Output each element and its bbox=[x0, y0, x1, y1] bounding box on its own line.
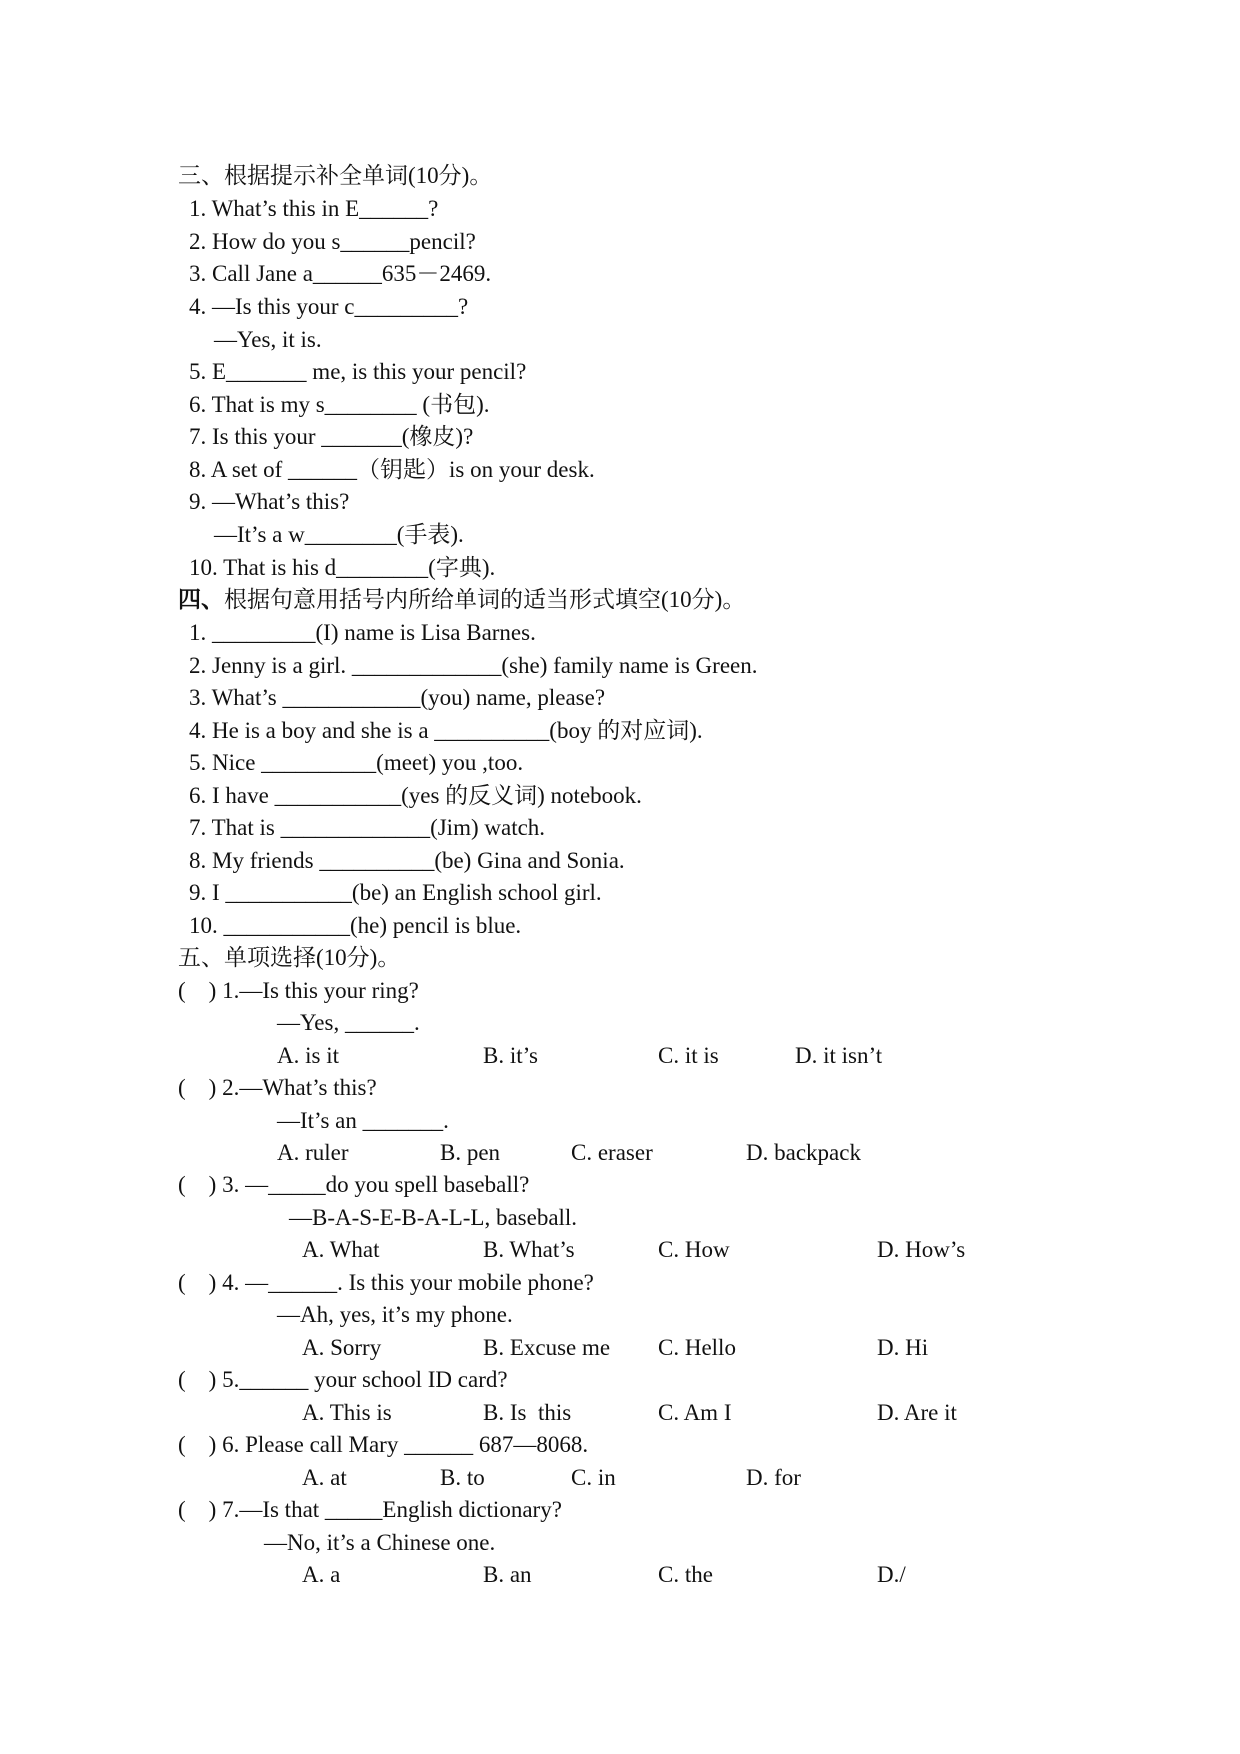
q6-option-d: D. for bbox=[746, 1465, 801, 1490]
q4-option-b: B. Excuse me bbox=[483, 1335, 611, 1360]
q1-stem: ( ) 1.—Is this your ring? bbox=[178, 978, 419, 1003]
q7-option-c: C. the bbox=[658, 1562, 713, 1587]
q4-stem: ( ) 4. —______. Is this your mobile phone? bbox=[178, 1270, 594, 1295]
s3-line-4-reply: —Yes, it is. bbox=[214, 327, 322, 352]
s3-line-2: 2. How do you s______pencil? bbox=[189, 229, 476, 254]
q6-stem: ( ) 6. Please call Mary ______ 687—8068. bbox=[178, 1432, 589, 1457]
q1-option-b: B. it’s bbox=[483, 1043, 538, 1068]
s4-line-5: 5. Nice __________(meet) you ,too. bbox=[189, 750, 524, 775]
s4-line-6: 6. I have ___________(yes 的反义词) notebook. bbox=[189, 783, 642, 808]
q1-option-a: A. is it bbox=[277, 1043, 339, 1068]
q1-reply: —Yes, ______. bbox=[277, 1010, 420, 1035]
q4-reply: —Ah, yes, it’s my phone. bbox=[277, 1302, 513, 1327]
s3-line-9-reply: —It’s a w________(手表). bbox=[214, 522, 464, 547]
q6-option-b: B. to bbox=[440, 1465, 485, 1490]
q3-option-d: D. How’s bbox=[877, 1237, 966, 1262]
s3-line-8: 8. A set of ______（钥匙）is on your desk. bbox=[189, 457, 595, 482]
s3-line-10: 10. That is his d________(字典). bbox=[189, 555, 496, 580]
s4-line-8: 8. My friends __________(be) Gina and Sonia. bbox=[189, 848, 625, 873]
q6-option-c: C. in bbox=[571, 1465, 616, 1490]
s4-line-4: 4. He is a boy and she is a __________(boy 的对应词). bbox=[189, 718, 703, 743]
q3-reply: —B-A-S-E-B-A-L-L, baseball. bbox=[289, 1205, 578, 1230]
s3-line-3: 3. Call Jane a______635－2469. bbox=[189, 261, 492, 286]
q3-option-c: C. How bbox=[658, 1237, 730, 1262]
q1-option-d: D. it isn’t bbox=[795, 1043, 883, 1068]
s4-line-2: 2. Jenny is a girl. _____________(she) family name is Green. bbox=[189, 653, 758, 678]
s4-line-10: 10. ___________(he) pencil is blue. bbox=[189, 913, 522, 938]
q5-stem: ( ) 5.______ your school ID card? bbox=[178, 1367, 508, 1392]
section3-heading: 三、根据提示补全单词(10分)。 bbox=[178, 163, 493, 188]
q4-option-d: D. Hi bbox=[877, 1335, 929, 1360]
section4-heading bbox=[178, 585, 745, 615]
s3-line-1: 1. What’s this in E______? bbox=[189, 196, 439, 221]
s4-line-9: 9. I ___________(be) an English school girl. bbox=[189, 880, 602, 905]
q7-reply: —No, it’s a Chinese one. bbox=[264, 1530, 496, 1555]
q7-option-a: A. a bbox=[302, 1562, 341, 1587]
q5-option-d: D. Are it bbox=[877, 1400, 957, 1425]
section5-heading: 五、单项选择(10分)。 bbox=[178, 945, 401, 970]
q7-stem: ( ) 7.—Is that _____English dictionary? bbox=[178, 1497, 562, 1522]
s4-line-3: 3. What’s ____________(you) name, please? bbox=[189, 685, 606, 710]
q3-option-a: A. What bbox=[302, 1237, 380, 1262]
s3-line-6: 6. That is my s________ (书包). bbox=[189, 392, 490, 417]
q1-option-c: C. it is bbox=[658, 1043, 719, 1068]
s3-line-9: 9. —What’s this? bbox=[189, 489, 350, 514]
section4-heading-number: 四、 bbox=[178, 587, 224, 612]
q3-option-b: B. What’s bbox=[483, 1237, 575, 1262]
q5-option-c: C. Am I bbox=[658, 1400, 732, 1425]
q5-option-a: A. This is bbox=[302, 1400, 392, 1425]
q4-option-a: A. Sorry bbox=[302, 1335, 382, 1360]
q2-option-d: D. backpack bbox=[746, 1140, 861, 1165]
s3-line-5: 5. E_______ me, is this your pencil? bbox=[189, 359, 527, 384]
q2-option-b: B. pen bbox=[440, 1140, 501, 1165]
section4-heading-text: 根据句意用括号内所给单词的适当形式填空(10分)。 bbox=[224, 587, 746, 612]
q3-stem: ( ) 3. —_____do you spell baseball? bbox=[178, 1172, 530, 1197]
s4-line-1: 1. _________(I) name is Lisa Barnes. bbox=[189, 620, 536, 645]
q2-option-a: A. ruler bbox=[277, 1140, 349, 1165]
q2-option-c: C. eraser bbox=[571, 1140, 653, 1165]
q5-option-b: B. Is this bbox=[483, 1400, 572, 1425]
q4-option-c: C. Hello bbox=[658, 1335, 736, 1360]
q7-option-b: B. an bbox=[483, 1562, 532, 1587]
s4-line-7: 7. That is _____________(Jim) watch. bbox=[189, 815, 546, 840]
q2-reply: —It’s an _______. bbox=[277, 1108, 449, 1133]
q2-stem: ( ) 2.—What’s this? bbox=[178, 1075, 377, 1100]
s3-line-7: 7. Is this your _______(橡皮)? bbox=[189, 424, 474, 449]
q7-option-d: D./ bbox=[877, 1562, 906, 1587]
q6-option-a: A. at bbox=[302, 1465, 347, 1490]
s3-line-4: 4. —Is this your c_________? bbox=[189, 294, 469, 319]
